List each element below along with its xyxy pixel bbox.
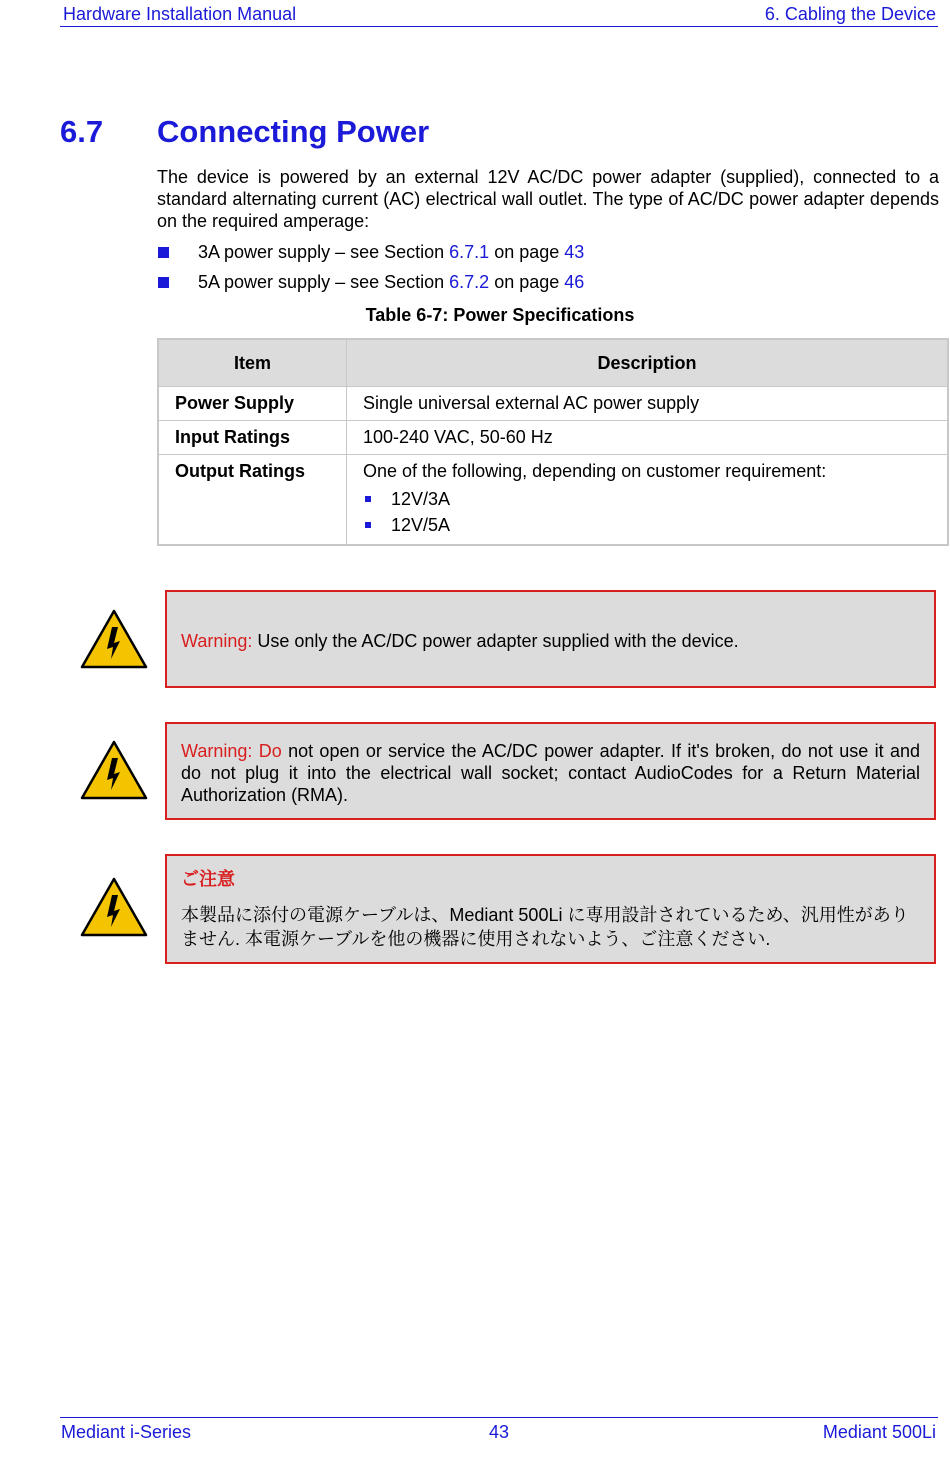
small-square-bullet-icon — [365, 522, 371, 528]
electrical-hazard-icon — [80, 609, 148, 669]
warning-label: Warning: — [181, 741, 253, 761]
bullet-prefix: 3A power supply – see Section — [198, 242, 450, 262]
warning-box-service — [165, 722, 936, 820]
footer-series: Mediant i-Series — [61, 1422, 192, 1442]
section-title: Connecting Power — [157, 114, 430, 149]
table-caption: Table 6-7: Power Specifications — [365, 305, 635, 325]
list-item — [363, 486, 932, 512]
section-number: 6.7 — [60, 114, 104, 149]
page-header — [60, 2, 938, 27]
caution-label-text: ご注意 — [181, 869, 235, 889]
warning-box-japanese — [165, 854, 936, 964]
bullet-mid: on page — [489, 272, 565, 292]
bullet-mid: on page — [489, 242, 565, 262]
sub-list — [363, 486, 932, 538]
header-chapter-title: 6. Cabling the Device — [764, 4, 936, 24]
page-link[interactable]: 46 — [564, 272, 585, 292]
electrical-hazard-icon — [80, 740, 148, 800]
warning-box-adapter — [165, 590, 936, 688]
column-header-description: Description — [347, 339, 949, 387]
warning-body: Use only the AC/DC power adapter supplied with the device. — [252, 631, 739, 651]
item-cell: Power Supply — [158, 387, 347, 421]
list-item-text: 12V/3A — [391, 489, 451, 509]
section-link[interactable]: 6.7.2 — [449, 272, 490, 292]
header-manual-title: Hardware Installation Manual — [63, 4, 297, 24]
caution-label — [181, 868, 920, 890]
bullet-text — [198, 272, 584, 293]
warning-text — [181, 740, 920, 806]
list-item-text: 12V/5A — [391, 515, 451, 535]
square-bullet-icon — [158, 277, 169, 288]
warning-text — [181, 630, 920, 652]
table-row — [158, 387, 948, 421]
item-cell: Input Ratings — [158, 421, 347, 455]
item-cell: Output Ratings — [158, 455, 347, 546]
intro-paragraph: The device is powered by an external 12V AC/DC power adapter (supplied), connected to a standard alternating current (AC) electrical wall outlet. The type of AC/DC power adapter depends on the required amperage: — [157, 167, 939, 231]
page-number: 43 — [489, 1422, 510, 1442]
warning-label: Warning: — [181, 631, 253, 651]
warning-body: not open or service the AC/DC power adapter. If it's broken, do not use it and do not plug it into the electrical wall socket; contact AudioCodes for a Return Material Authorization (RMA). — [181, 741, 920, 805]
table-row — [158, 421, 948, 455]
column-header-item: Item — [158, 339, 347, 387]
table-row — [158, 455, 948, 546]
caution-text: 本製品に添付の電源ケーブルは、Mediant 500Li に専用設計されているため、汎用性がありません. 本電源ケーブルを他の機器に使用されないよう、ご注意ください. — [181, 905, 909, 949]
page-link[interactable]: 43 — [564, 242, 585, 262]
square-bullet-icon — [158, 247, 169, 258]
warning-red-word: Do — [252, 741, 282, 761]
bullet-text — [198, 242, 584, 263]
power-spec-table — [157, 338, 949, 546]
table-header-row — [158, 339, 948, 387]
description-cell: Single universal external AC power supply — [347, 387, 949, 421]
section-link[interactable]: 6.7.1 — [449, 242, 490, 262]
electrical-hazard-icon — [80, 877, 148, 937]
footer-product: Mediant 500Li — [822, 1422, 936, 1442]
bullet-prefix: 5A power supply – see Section — [198, 272, 450, 292]
page-footer — [60, 1417, 938, 1448]
small-square-bullet-icon — [365, 496, 371, 502]
description-cell: 100-240 VAC, 50-60 Hz — [347, 421, 949, 455]
list-item — [363, 512, 932, 538]
description-text: One of the following, depending on customer requirement: — [363, 461, 827, 481]
description-cell — [347, 455, 949, 546]
